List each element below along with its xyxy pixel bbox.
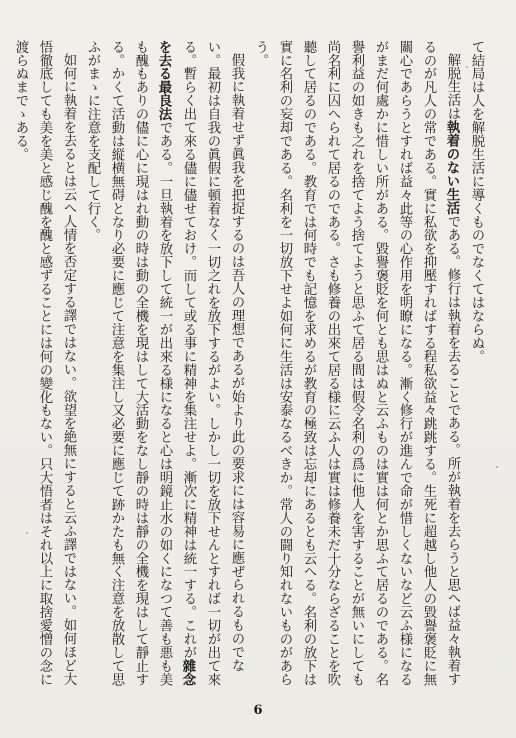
paragraph-text: である。修行は執着を去ることである。所が執着を去らうと思へば益々執着するのが凡人の常である。實に私欲を抑壓すればする程私欲益々跳跳する。生死に超越し他人の毀譽褒貶に無關心であらうとすれば益々此等の心作用を明瞭になる。漸く修行が進んで命が惜しくないなど云ふ様になるがまだ何處かに惜しい所がある。毀譽褒貶を何とも思はぬと云ふものは實は何とか思ふて居るのである。名譽利益の如きも之れを捨てよう捨てようと思ふて居る間は假令名利の爲に他人を害することが無いにしても尚名利に囚へられて居るのである。さも修養の出來て居る様に云ふ人は實は修養未だ十分ならざることを吹聽して居るのである。教育では何時でも記憶を求めるが教育の極致は忘却にあるとも云へる。名利の放下は實に名利の妄却である。名利を一切放下せよ如何に生活は安泰なるべきか。常人の闘り知れないものがあらう。 xyxy=(253,40,460,687)
paragraph xyxy=(464,40,488,696)
paragraph-text: 解脱生活は xyxy=(445,53,460,121)
paragraph-text: 假我に執着せず眞我を把捉するのは吾人の理想であるが始より此の要求には容易に應ぜられるものでない。最初は自我の眞假に頓着なく一切之れを放下するがよい。しかし一切を放下せんとすれば一切が出て來る。暫らく出て來る儘に儘せておけ。而して或る事に精神を集注せよ。漸次に精神は統一する。これが xyxy=(181,40,244,687)
page-number: 6 xyxy=(253,703,263,718)
paragraph-text: 如何に執着を去るとは云へ人情を否定する譯ではない。欲望を絶無にすると云ふ譯ではない。如何ほど大悟徹底しても美を美と感じ醜を醜と感ずることには何の變化もない。只大悟者はそれ以上に取捨愛憎の念に渡らぬまでゝある。 xyxy=(13,40,76,687)
paragraph xyxy=(248,40,464,696)
emphasized-phrase: 執着のない生活 xyxy=(444,120,460,215)
paper-speck xyxy=(466,66,468,68)
paper-speck xyxy=(496,466,498,468)
paragraph xyxy=(80,40,248,696)
paragraph xyxy=(8,40,80,696)
paragraph-text: て結局は人を解脱生活に導くものでなくてはならぬ。 xyxy=(469,40,484,364)
paragraph-text: である。一旦執着を放下して統一が出來る様になると心は明鏡止水の如くになつて善も悪も美も醜もありの儘に心に現はれ動の時は動の全機を現はして大活動をなし靜の時は靜の全機を現はして靜止する。かくて活動は縦横無碍となり必要に應じて注意を集注し又必要に應じて跡かたも無く注意を放散して思ふがまゝに注意を支配して行く。 xyxy=(85,40,172,687)
paper-speck xyxy=(26,532,28,534)
emphasized-phrase: 雜念を去る最良法 xyxy=(156,40,196,687)
vertical-text-body xyxy=(13,40,488,696)
